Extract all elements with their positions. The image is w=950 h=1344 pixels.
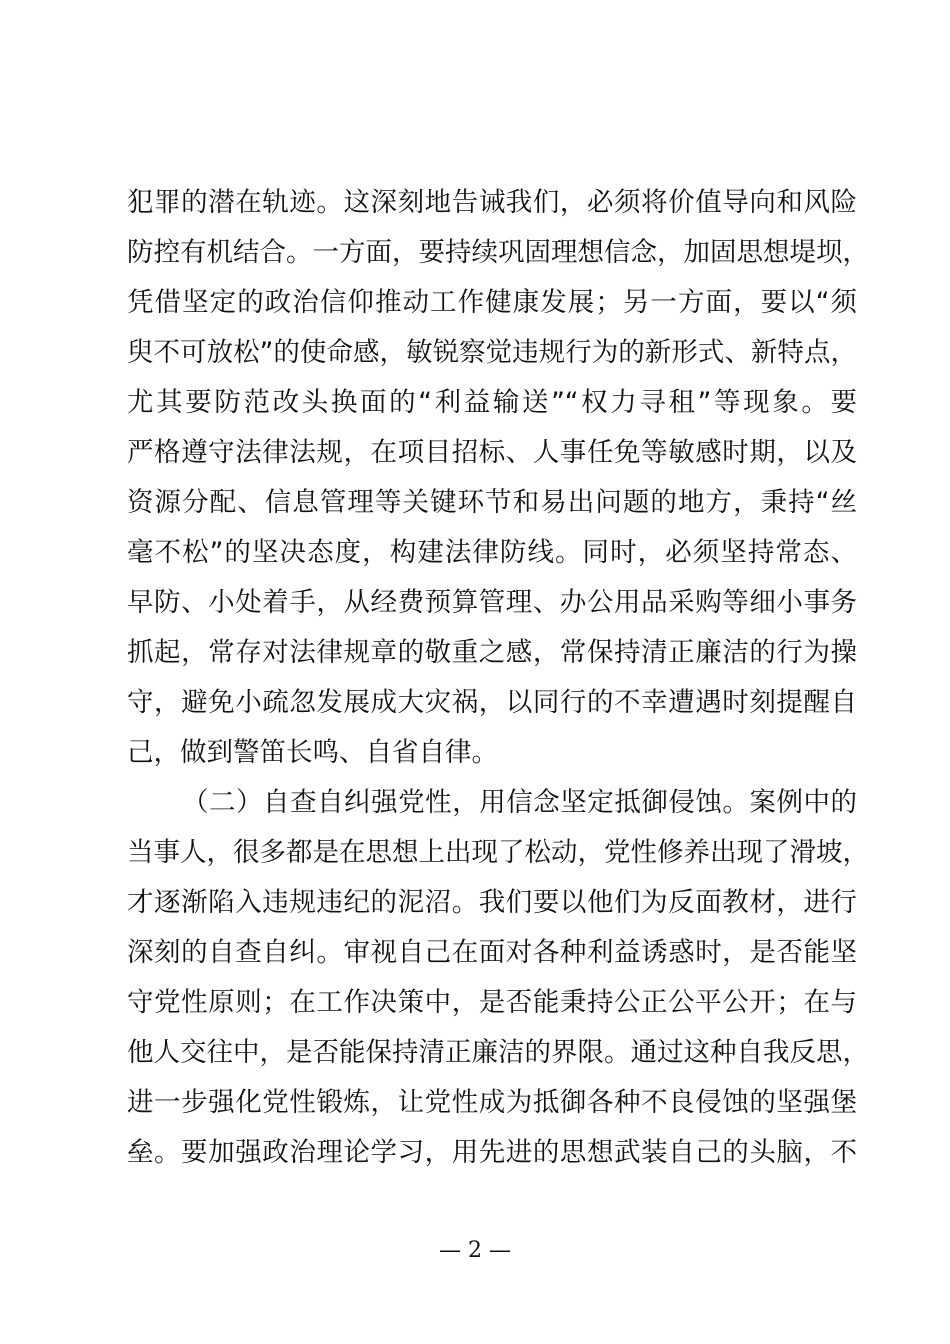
text-line: 严格遵守法律法规，在项目招标、人事任免等敏感时期，以及 xyxy=(127,437,857,468)
text-line: 毫不松”的坚决态度，构建法律防线。同时，必须坚持常态、 xyxy=(127,537,857,568)
text-line: 抓起，常存对法律规章的敬重之感，常保持清正廉洁的行为操 xyxy=(127,637,857,668)
text-line: 早防、小处着手，从经费预算管理、办公用品采购等细小事务 xyxy=(127,587,857,618)
text-line: 己，做到警笛长鸣、自省自律。 xyxy=(127,737,498,768)
page-number: — 2 — xyxy=(439,1238,511,1263)
text-line: 垒。要加强政治理论学习，用先进的思想武装自己的头脑，不 xyxy=(127,1137,857,1168)
text-line: 守，避免小疏忽发展成大灾祸，以同行的不幸遭遇时刻提醒自 xyxy=(127,687,857,718)
text-line: 防控有机结合。一方面，要持续巩固理想信念，加固思想堤坝， xyxy=(127,237,869,268)
text-line: 深刻的自查自纠。审视自己在面对各种利益诱惑时，是否能坚 xyxy=(127,937,857,968)
text-line: 才逐渐陷入违规违纪的泥沼。我们要以他们为反面教材，进行 xyxy=(127,887,857,918)
text-line: 尤其要防范改头换面的“利益输送”“权力寻租”等现象。要 xyxy=(127,387,857,418)
text-line: 他人交往中，是否能保持清正廉洁的界限。通过这种自我反思， xyxy=(127,1037,869,1068)
text-line: 进一步强化党性锻炼，让党性成为抵御各种不良侵蚀的坚强堡 xyxy=(127,1087,857,1118)
section-heading-line: （二）自查自纠强党性，用信念坚定抵御侵蚀。案例中的 xyxy=(182,787,857,818)
text-line: 凭借坚定的政治信仰推动工作健康发展；另一方面，要以“须 xyxy=(127,287,857,318)
text-line: 守党性原则；在工作决策中，是否能秉持公正公平公开；在与 xyxy=(127,987,857,1018)
text-line: 资源分配、信息管理等关键环节和易出问题的地方，秉持“丝 xyxy=(127,487,857,518)
text-line: 臾不可放松”的使命感，敏锐察觉违规行为的新形式、新特点， xyxy=(127,337,857,368)
text-line: 当事人，很多都是在思想上出现了松动，党性修养出现了滑坡， xyxy=(127,837,869,868)
text-line: 犯罪的潜在轨迹。这深刻地告诫我们，必须将价值导向和风险 xyxy=(127,187,857,218)
